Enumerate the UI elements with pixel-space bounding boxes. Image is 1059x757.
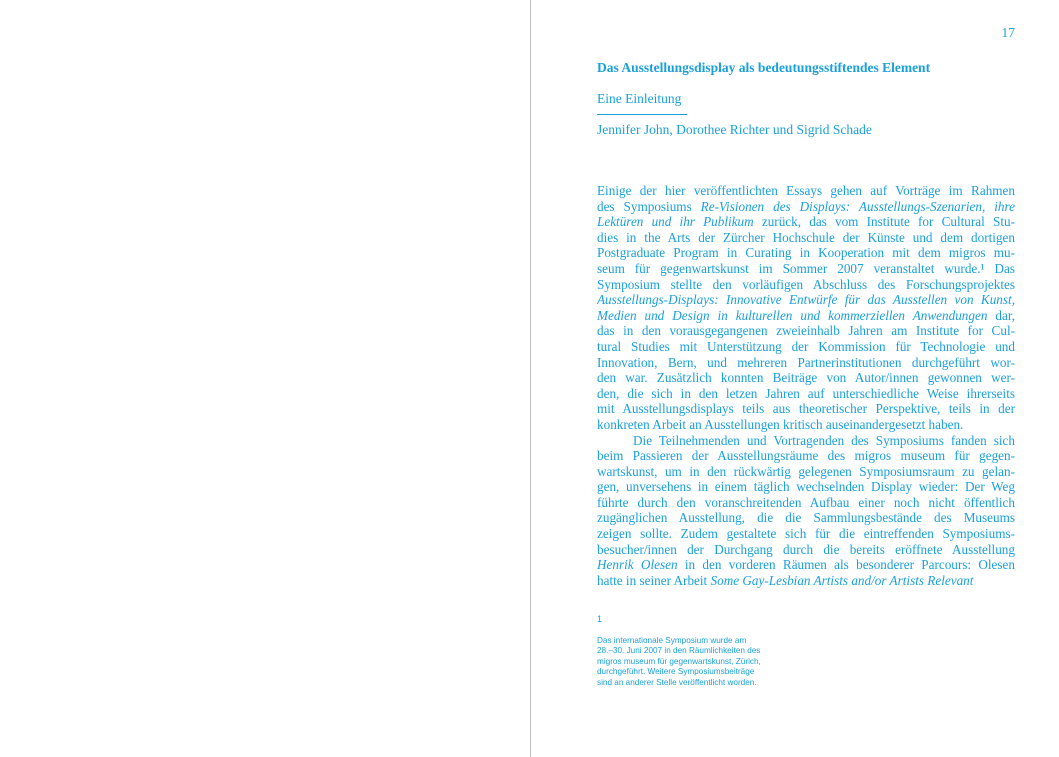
- body-line: hatte in seiner Arbeit Some Gay-Lesbian Artists and/or Artists Relevant: [597, 572, 974, 588]
- subtitle-rule: [597, 114, 687, 115]
- body-line: Einige der hier veröffentlichten Essays gehen auf Vorträge im Rahmen: [597, 183, 1015, 198]
- body-line: beim Passieren der Ausstellungsräume des migros museum für gegen-: [597, 448, 1015, 464]
- footnote-line: Das internationale Symposium wurde am: [597, 636, 747, 645]
- footnote-text: [597, 636, 797, 688]
- body-line: mit Ausstellungsdisplays teils aus theoretischer Perspektive, teils in der: [597, 401, 1015, 417]
- body-line: zeigen sollte. Zudem gestaltete sich für die eintreffenden Symposiums-: [597, 526, 1015, 542]
- chapter-title: Das Ausstellungsdisplay als bedeutungsstiftendes Element: [597, 60, 931, 75]
- body-text: [597, 183, 1015, 588]
- body-line: den, die sich in den letzen Jahren auf unterschiedliche Weise ihrerseits: [597, 385, 1015, 401]
- body-line: Die Teilnehmenden und Vortragenden des Symposiums fanden sich: [633, 432, 1015, 448]
- body-line: dies in the Arts der Zürcher Hochschule der Künste und dem dortigen: [597, 229, 1015, 245]
- footnote-line: 28.–30. Juni 2007 in den Räumlichkeiten des: [597, 646, 761, 656]
- chapter-subtitle: Eine Einleitung: [597, 91, 682, 106]
- italic-title: Ausstellungs-Displays: Innovative Entwürfe für das Ausstellen von Kunst,: [597, 292, 1015, 308]
- body-line: [597, 292, 1015, 308]
- body-line: seum für gegenwartskunst im Sommer 2007 veranstaltet wurde.¹ Das: [597, 260, 1015, 276]
- body-line: tural Studies mit Unterstützung der Kommission für Technologie und: [597, 338, 1015, 354]
- italic-title: Re-Visionen des Displays: Ausstellungs-Szenarien, ihre: [700, 198, 1015, 214]
- footnote-line: migros museum für gegenwartskunst, Zürich,: [597, 656, 761, 666]
- italic-title: Some Gay-Lesbian Artists and/or Artists Relevant: [710, 572, 974, 588]
- body-line: Lektüren und ihr Publikum zurück, das vom Institute for Cultural Stu-: [597, 214, 1015, 230]
- chapter-authors: Jennifer John, Dorothee Richter und Sigrid Schade: [597, 122, 872, 137]
- body-line: zugänglichen Ausstellung, die die Sammlungsbestände des Museums: [597, 510, 1015, 526]
- body-line: wartskunst, um in den rückwärtig gelegenen Symposiumsraum zu gelan-: [597, 463, 1015, 479]
- body-line: das in den vorausgegangenen zweieinhalb Jahren am Institute for Cul-: [597, 323, 1015, 339]
- footnote-line: sind an anderer Stelle veröffentlicht worden.: [597, 677, 757, 687]
- italic-title: Medien und Design in kulturellen und kommerziellen Anwendungen: [597, 307, 988, 323]
- body-line: konkreten Arbeit an Ausstellungen kritisch auseinandergesetzt haben.: [597, 416, 964, 432]
- body-line: Innovation, Bern, und mehreren Partnerinstitutionen durchgeführt wor-: [597, 354, 1015, 370]
- footnote-line: durchgeführt. Weitere Symposiumsbeiträge: [597, 667, 755, 677]
- footnote-marker: 1: [597, 614, 603, 624]
- italic-title: Henrik Olesen: [597, 557, 678, 573]
- body-line: des Symposiums Re-Visionen des Displays: Ausstellungs-Szenarien, ihre: [597, 198, 1015, 214]
- body-line: Henrik Olesen in den vorderen Räumen als besonderer Parcours: Olesen: [597, 557, 1015, 573]
- body-line: Postgraduate Program in Curating in Kooperation mit dem migros mu-: [597, 245, 1015, 261]
- body-line: besucher/innen der Durchgang durch die bereits eröffnete Ausstellung: [597, 541, 1015, 557]
- italic-title: Lektüren und ihr Publikum: [597, 214, 754, 230]
- body-line: gen, unversehens in einem täglich wechselnden Display wieder: Der Weg: [597, 479, 1015, 495]
- body-line: Symposium stellte den vorläufigen Abschluss des Forschungsprojektes: [597, 276, 1015, 292]
- page-number: 17: [1001, 25, 1015, 40]
- body-line: Medien und Design in kulturellen und kommerziellen Anwendungen dar,: [597, 307, 1015, 323]
- body-line: führte durch den voranschreitenden Aufbau einer noch nicht öffentlich: [597, 494, 1015, 510]
- body-line: den war. Zusätzlich konnten Beiträge von Autor/innen gewonnen wer-: [597, 370, 1015, 386]
